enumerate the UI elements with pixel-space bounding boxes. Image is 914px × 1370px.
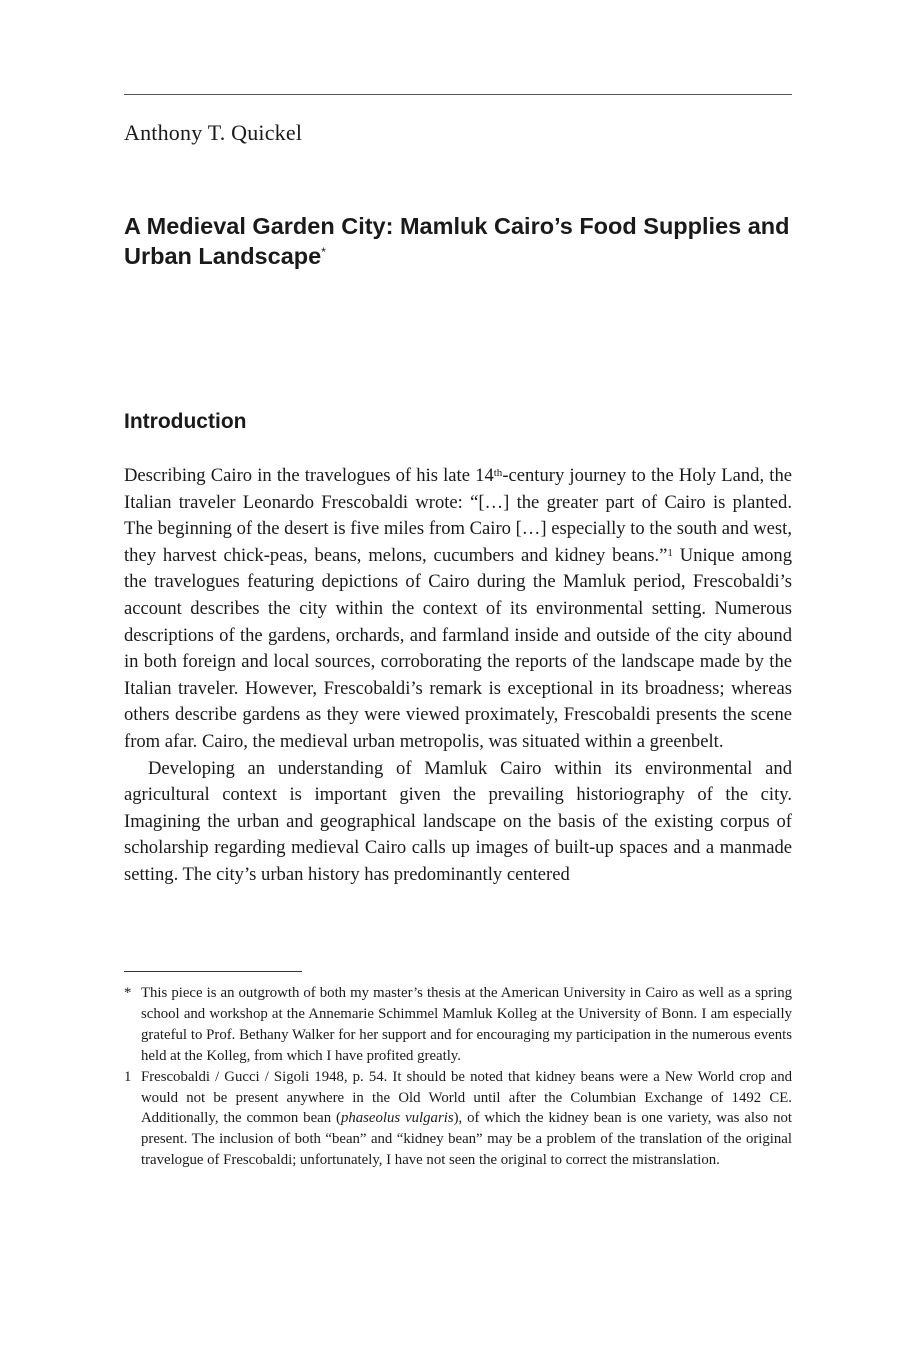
footnote-1-mark: 1 <box>124 1068 132 1085</box>
footnote-star-mark: * <box>124 985 132 1001</box>
title-footnote-mark: * <box>321 245 326 259</box>
footnote-1-italic: phaseolus vulgaris <box>340 1110 454 1127</box>
paragraph-1 <box>124 463 792 756</box>
paragraph-2: Developing an understanding of Mamluk Cairo within its environmental and agricultural context is important given the prevailing historiography of the city. Imagining the urban and geographical landscape on the basis of the existing corpus of scholarship regarding medieval Cairo calls up images of built-up spaces and a manmade setting. The city’s urban history has predominantly centered <box>124 757 792 885</box>
body-text <box>124 463 792 889</box>
footnote-1 <box>124 1067 792 1172</box>
author-name: Anthony T. Quickel <box>124 120 303 145</box>
section-heading: Introduction <box>124 410 247 433</box>
article-title-text: A Medieval Garden City: Mamluk Cairo’s Food Supplies and Urban Landscape <box>124 213 790 269</box>
footnote-rule <box>124 971 302 972</box>
footnote-1-text-a: Frescobaldi / Gucci / Sigoli 1948, p. 54. It should be noted that kidney beans were a New World crop and would not be present anywhere in the Old World until after the Columbian Exchange of 1492 CE. Additionally, the common bean ( <box>141 1068 792 1127</box>
ordinal-superscript: th <box>493 467 503 479</box>
header-rule <box>124 94 792 95</box>
paragraph-1-text-c: Unique among the travelogues featuring depictions of Cairo during the Mamluk period, Frescobaldi’s account describes the city within the context of its environmental setting. Numerous descriptions of the gardens, orchards, and farmland inside and outside of the city abound in both foreign and local sources, corroborating the reports of the landscape made by the Italian traveler. However, Frescobaldi’s remark is exceptional in its broadness; whereas others describe gardens as they were viewed proximately, Frescobaldi presents the scene from afar. Cairo, the medieval urban metropolis, was situated within a greenbelt. <box>124 544 793 752</box>
footnote-ref-1: 1 <box>667 546 673 559</box>
footnote-star-text: This piece is an outgrowth of both my master’s thesis at the American University in Cairo as well as a spring school and workshop at the Annemarie Schimmel Mamluk Kolleg at the University of Bonn. I am especially grateful to Prof. Bethany Walker for her support and for encouraging my participation in the numerous events held at the Kolleg, from which I have profited greatly. <box>141 985 792 1064</box>
footnotes <box>124 983 792 1171</box>
article-title <box>124 211 792 271</box>
footnote-1-text <box>141 1067 792 1172</box>
footnote-star <box>124 983 792 1067</box>
footnote-1-text-b: ), of which the kidney bean is one variety, was also not present. The inclusion of both “bean” and “kidney bean” may be a problem of the translation of the original travelogue of Frescobaldi; unfortunately, I have not seen the original to correct the mistranslation. <box>141 1110 792 1169</box>
paragraph-1-text-b: -century journey to the Holy Land, the Italian traveler Leonardo Frescobaldi wrote: “[…] the greater part of Cairo is planted. The beginning of the desert is five miles from Cairo […] especially to the south and west, they harvest chick-peas, beans, melons, cucumbers and kidney beans.” <box>124 465 792 566</box>
paragraph-1-text-a: Describing Cairo in the travelogues of his late 14 <box>124 465 494 486</box>
